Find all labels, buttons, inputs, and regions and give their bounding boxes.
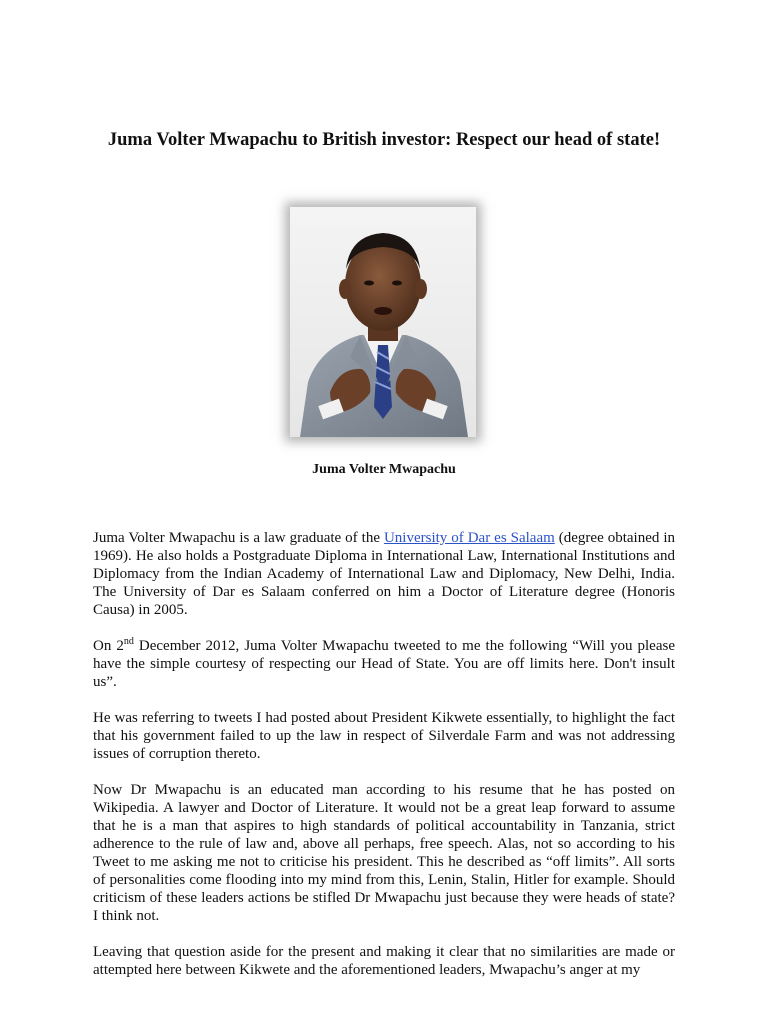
paragraph-2 (93, 637, 675, 691)
paragraph-1 (93, 529, 675, 619)
university-link[interactable]: University of Dar es Salaam (383, 530, 555, 546)
paragraph-4: Now Dr Mwapachu is an educated man according to his resume that he has posted on Wikipedia. A lawyer and Doctor of Literature. It would not be a great leap forward to assume that he is a man that aspires to high standards of political accountability in Tanzania, strict adherence to the rule of law and, above all perhaps, free speech. Alas, not so according to his Tweet to me asking me not to criticise his president. This he described as “off limits”. All sorts of personalities come flooding into my mind from this, Lenin, Stalin, Hitler for example. Should criticism of these leaders actions be stifled Dr Mwapachu just because they were heads of state? I think not. (93, 782, 675, 924)
article-title: Juma Volter Mwapachu to British investor: Respect our head of state! (107, 130, 661, 150)
paragraph-3: He was referring to tweets I had posted about President Kikwete essentially, to highlight the fact that his government failed to up the law in respect of Silverdale Farm and was not addressing issues of corruption thereto. (93, 710, 675, 762)
p2-text-before-sup: On 2 (93, 638, 124, 654)
p1-text-after-link: (degree obtained in 1969). He also holds a Postgraduate Diploma in International Law, International Institutions and Diplomacy from the Indian Academy of International Law and Diplomacy, New Delhi, India. The University of Dar es Salaam conferred on him a Doctor of Literature degree (Honoris Causa) in 2005. (93, 530, 675, 618)
portrait-photo (290, 207, 476, 437)
portrait-illustration (290, 207, 476, 437)
p1-text-before-link: Juma Volter Mwapachu is a law graduate of the (93, 530, 384, 546)
ordinal-superscript: nd (123, 636, 134, 647)
paragraph-5: Leaving that question aside for the present and making it clear that no similarities are made or attempted here between Kikwete and the aforementioned leaders, Mwapachu’s anger at my (93, 944, 675, 978)
p2-text-after-sup: December 2012, Juma Volter Mwapachu tweeted to me the following “Will you please have the simple courtesy of respecting our Head of State. You are off limits here. Don't insult us”. (93, 638, 675, 690)
article-body (93, 529, 675, 997)
photo-caption: Juma Volter Mwapachu (312, 462, 456, 477)
